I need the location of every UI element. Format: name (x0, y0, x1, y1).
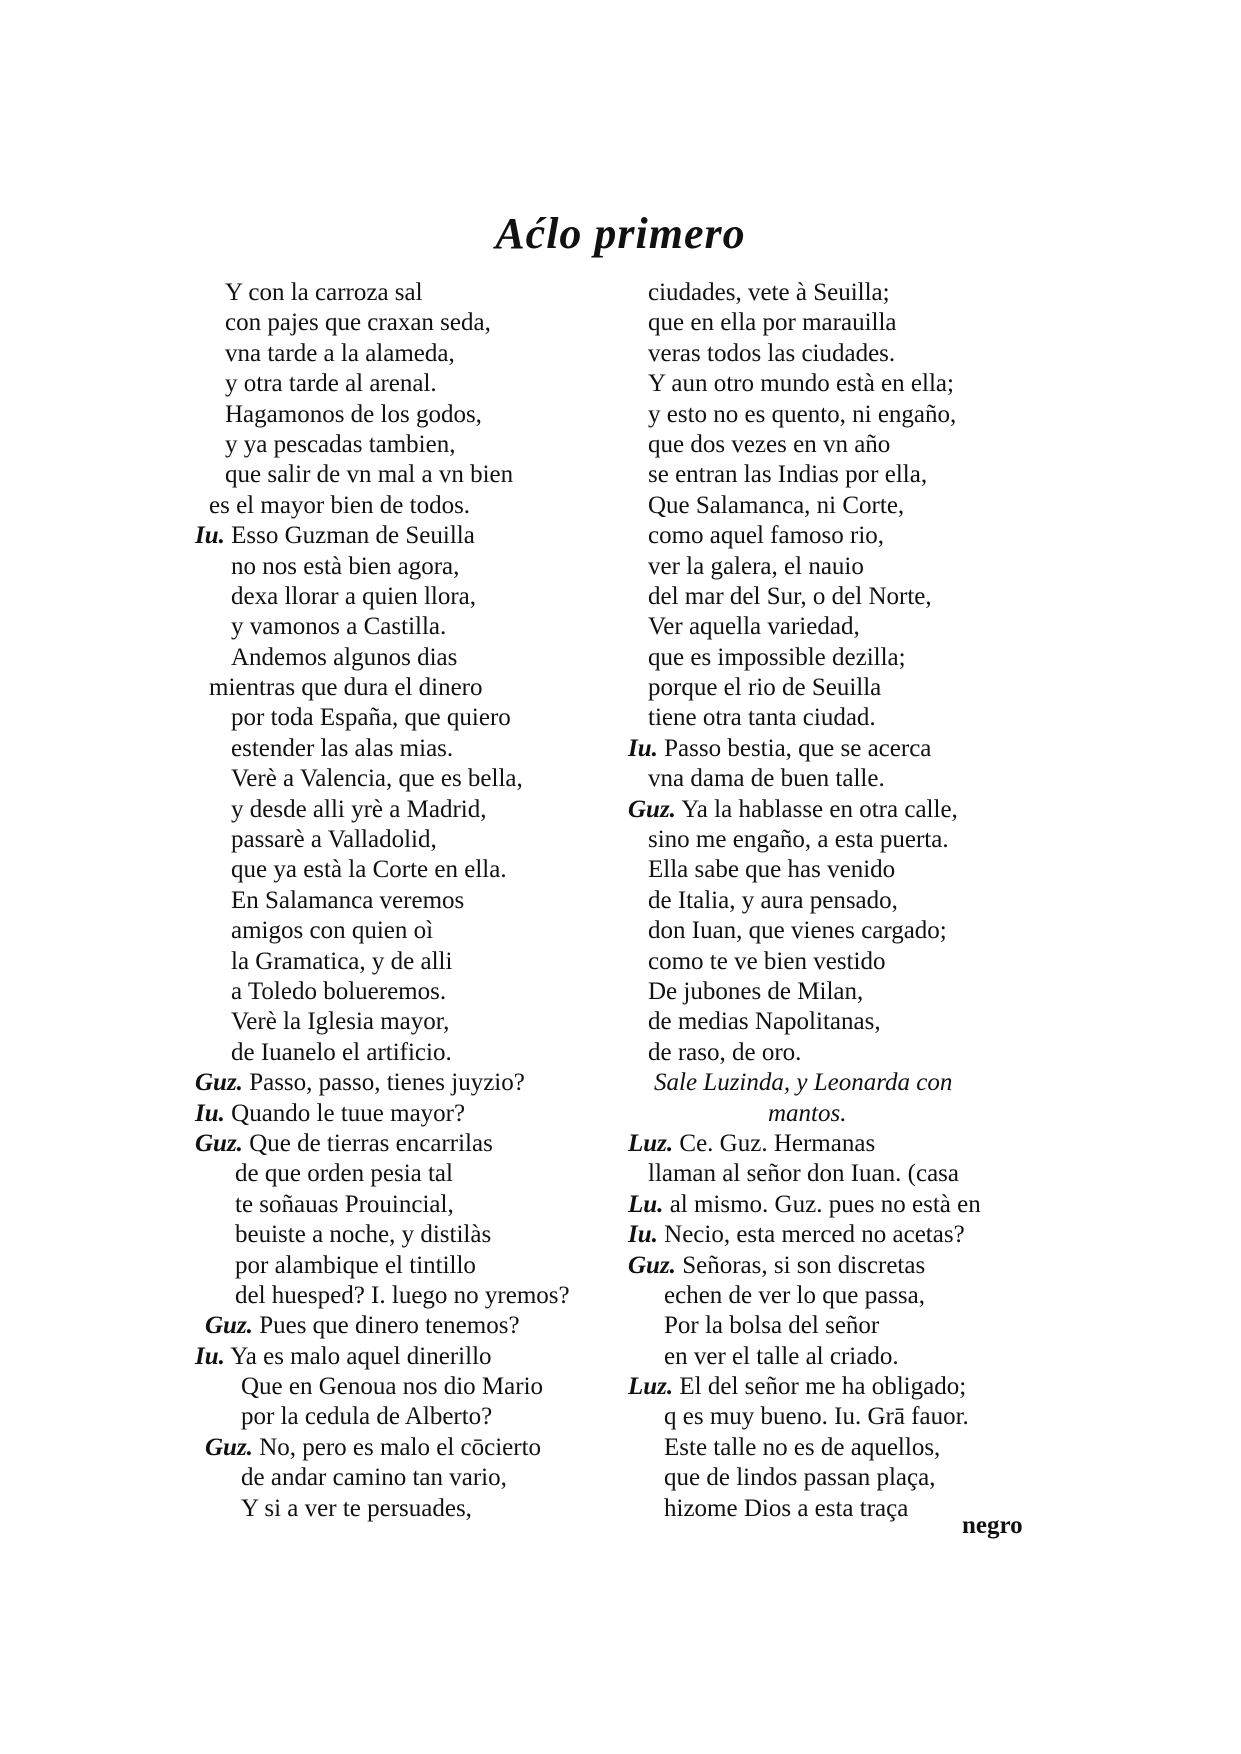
page-header: Aćlo primero (495, 209, 746, 258)
verse-line (195, 339, 625, 369)
speaker-label: Iu. (628, 1221, 658, 1249)
verse-line (628, 1342, 1048, 1372)
speaker-label: Guz. (195, 1069, 243, 1097)
speaker-label: Guz. (628, 1251, 676, 1279)
verse-line (628, 460, 1048, 490)
left-column (195, 278, 625, 1524)
verse-line (195, 673, 625, 703)
verse-text: Esso Guzman de Seuilla (224, 522, 475, 550)
verse-line (195, 1281, 625, 1311)
speaker-label: Iu. (195, 1342, 225, 1370)
verse-line (628, 1038, 1048, 1068)
verse-line (628, 1129, 1048, 1159)
verse-text: veras todos las ciudades. (648, 339, 896, 367)
verse-text: se entran las Indias por ella, (648, 461, 928, 489)
verse-line (195, 1007, 625, 1037)
verse-line (628, 1251, 1048, 1281)
speaker-label: Guz. (628, 795, 676, 823)
verse-line (195, 1251, 625, 1281)
verse-line (628, 825, 1048, 855)
verse-text: De jubones de Milan, (648, 977, 864, 1005)
verse-text: a Toledo bolueremos. (231, 977, 447, 1005)
verse-text: mantos. (768, 1099, 847, 1127)
verse-text: que dos vezes en vn año (648, 430, 891, 458)
verse-line (195, 1463, 625, 1493)
verse-text: Y aun otro mundo està en ella; (648, 370, 954, 398)
speaker-label: Guz. (205, 1433, 253, 1461)
verse-line (195, 1159, 625, 1189)
verse-text: Verè la Iglesia mayor, (231, 1008, 450, 1036)
verse-text: al mismo. Guz. pues no està en (663, 1190, 981, 1218)
verse-line (628, 855, 1048, 885)
verse-line (195, 734, 625, 764)
verse-line (628, 977, 1048, 1007)
verse-text: Ella sabe que has venido (648, 856, 896, 884)
verse-text: Que en Genoua nos dio Mario (241, 1373, 544, 1401)
speaker-label: Iu. (195, 1099, 225, 1127)
verse-line (195, 1494, 625, 1524)
verse-text: no nos està bien agora, (231, 552, 460, 580)
verse-line (628, 1220, 1048, 1250)
verse-text: En Salamanca veremos (231, 886, 465, 914)
verse-text: Passo, passo, tienes juyzio? (242, 1069, 525, 1097)
verse-text: Quando le tuue mayor? (224, 1099, 466, 1127)
verse-line (195, 460, 625, 490)
verse-line (628, 1007, 1048, 1037)
speaker-label: Luz. (628, 1373, 674, 1401)
verse-text: El del señor me ha obligado; (673, 1373, 967, 1401)
verse-line (195, 582, 625, 612)
verse-line (628, 369, 1048, 399)
verse-line (195, 612, 625, 642)
verse-line (195, 643, 625, 673)
verse-text: dexa llorar a quien llora, (231, 582, 477, 610)
verse-text: Señoras, si son discretas (675, 1251, 926, 1279)
verse-line (628, 886, 1048, 916)
verse-text: Necio, esta merced no acetas? (657, 1221, 965, 1249)
verse-line (195, 825, 625, 855)
verse-text: amigos con quien oì (231, 917, 434, 945)
verse-line (628, 400, 1048, 430)
verse-text: en ver el talle al criado. (664, 1342, 899, 1370)
verse-text: que es impossible dezilla; (648, 643, 906, 671)
verse-line (195, 552, 625, 582)
verse-text: hizome Dios a esta traça (664, 1494, 909, 1522)
verse-text: q es muy bueno. Iu. Grā fauor. (664, 1403, 969, 1431)
verse-text: que en ella por marauilla (648, 309, 897, 337)
speaker-label: Lu. (628, 1190, 664, 1218)
verse-text: estender las alas mias. (231, 734, 454, 762)
verse-line (195, 977, 625, 1007)
verse-line (628, 703, 1048, 733)
verse-text: es el mayor bien de todos. (209, 491, 471, 519)
verse-text: y esto no es quento, ni engaño, (648, 400, 957, 428)
verse-text: Y si a ver te persuades, (241, 1494, 472, 1522)
catchword: negro (962, 1512, 1023, 1539)
verse-text: Que de tierras encarrilas (242, 1129, 493, 1157)
verse-line (628, 308, 1048, 338)
verse-text: Ver aquella variedad, (648, 613, 860, 641)
verse-line (195, 886, 625, 916)
verse-text: y ya pescadas tambien, (225, 430, 456, 458)
verse-text: Este talle no es de aquellos, (664, 1433, 941, 1461)
verse-line (195, 1220, 625, 1250)
verse-line (628, 552, 1048, 582)
speaker-label: Guz. (195, 1129, 243, 1157)
verse-line (628, 612, 1048, 642)
verse-line (195, 1038, 625, 1068)
verse-text: Verè a Valencia, que es bella, (231, 765, 523, 793)
verse-line (628, 916, 1048, 946)
verse-text: por alambique el tintillo (235, 1251, 476, 1279)
verse-text: y vamonos a Castilla. (231, 613, 447, 641)
verse-line (628, 947, 1048, 977)
verse-text: y desde alli yrè a Madrid, (231, 795, 487, 823)
verse-line (195, 795, 625, 825)
verse-line (195, 1402, 625, 1432)
verse-text: ver la galera, el nauio (648, 552, 864, 580)
speaker-label: Iu. (628, 734, 658, 762)
verse-line (628, 1433, 1048, 1463)
verse-text: como aquel famoso rio, (648, 522, 885, 550)
verse-line (628, 491, 1048, 521)
verse-text: por toda España, que quiero (231, 704, 511, 732)
verse-line (628, 643, 1048, 673)
verse-line (628, 1159, 1048, 1189)
verse-line (195, 1342, 625, 1372)
verse-text: te soñauas Prouincial, (235, 1190, 454, 1218)
verse-text: la Gramatica, y de alli (231, 947, 453, 975)
verse-text: por la cedula de Alberto? (241, 1403, 493, 1431)
verse-line (628, 582, 1048, 612)
verse-line (195, 278, 625, 308)
verse-text: No, pero es malo el cōcierto (252, 1433, 542, 1461)
verse-line (195, 916, 625, 946)
verse-line (195, 703, 625, 733)
verse-line (628, 1463, 1048, 1493)
verse-line (628, 1372, 1048, 1402)
verse-line (628, 339, 1048, 369)
verse-text: vna dama de buen talle. (648, 765, 885, 793)
speaker-label: Luz. (628, 1129, 674, 1157)
verse-text: llaman al señor don Iuan. (casa (648, 1160, 959, 1188)
verse-text: Por la bolsa del señor (664, 1312, 880, 1340)
verse-line (628, 1099, 1048, 1129)
verse-line (628, 673, 1048, 703)
speaker-label: Guz. (205, 1312, 253, 1340)
verse-line (195, 1190, 625, 1220)
verse-text: de Iuanelo el artificio. (231, 1038, 452, 1066)
verse-line (628, 1068, 1048, 1098)
verse-line (195, 1099, 625, 1129)
verse-text: Ce. Guz. Hermanas (673, 1129, 876, 1157)
verse-text: de que orden pesia tal (235, 1160, 453, 1188)
verse-text: Pues que dinero tenemos? (252, 1312, 520, 1340)
verse-line (195, 521, 625, 551)
verse-line (628, 795, 1048, 825)
verse-text: de Italia, y aura pensado, (648, 886, 898, 914)
verse-line (628, 734, 1048, 764)
verse-text: mientras que dura el dinero (209, 674, 483, 702)
right-column (628, 278, 1048, 1524)
verse-line (628, 430, 1048, 460)
verse-text: don Iuan, que vienes cargado; (648, 917, 947, 945)
verse-text: que ya està la Corte en ella. (231, 856, 507, 884)
verse-text: Ya la hablasse en otra calle, (675, 795, 958, 823)
speaker-label: Iu. (195, 522, 225, 550)
verse-text: que de lindos passan plaça, (664, 1464, 936, 1492)
verse-text: passarè a Valladolid, (231, 826, 437, 854)
verse-line (195, 1068, 625, 1098)
verse-text: Passo bestia, que se acerca (657, 734, 932, 762)
verse-text: vna tarde a la alameda, (225, 339, 455, 367)
verse-line (195, 308, 625, 338)
verse-text: tiene otra tanta ciudad. (648, 704, 876, 732)
verse-line (195, 491, 625, 521)
verse-text: con pajes que craxan seda, (225, 309, 491, 337)
verse-text: beuiste a noche, y distilàs (235, 1221, 492, 1249)
verse-text: de medias Napolitanas, (648, 1008, 881, 1036)
verse-text: Andemos algunos dias (231, 643, 458, 671)
verse-line (195, 947, 625, 977)
verse-line (195, 1129, 625, 1159)
verse-line (195, 1433, 625, 1463)
verse-text: Ya es malo aquel dinerillo (224, 1342, 492, 1370)
verse-text: echen de ver lo que passa, (664, 1281, 925, 1309)
verse-text: Sale Luzinda, y Leonarda con (654, 1069, 953, 1097)
verse-line (628, 764, 1048, 794)
verse-line (195, 400, 625, 430)
verse-line (195, 369, 625, 399)
verse-line (195, 430, 625, 460)
verse-line (628, 1190, 1048, 1220)
verse-text: como te ve bien vestido (648, 947, 886, 975)
verse-line (628, 1402, 1048, 1432)
verse-line (195, 764, 625, 794)
verse-line (195, 1372, 625, 1402)
verse-text: Que Salamanca, ni Corte, (648, 491, 905, 519)
verse-line (628, 1311, 1048, 1341)
verse-text: del huesped? I. luego no yremos? (235, 1281, 570, 1309)
verse-line (628, 1281, 1048, 1311)
verse-text: porque el rio de Seuilla (648, 674, 882, 702)
verse-text: que salir de vn mal a vn bien (225, 461, 514, 489)
verse-line (628, 521, 1048, 551)
verse-text: ciudades, vete à Seuilla; (648, 279, 890, 306)
verse-text: y otra tarde al arenal. (225, 370, 437, 398)
verse-text: de raso, de oro. (648, 1038, 802, 1066)
verse-line (628, 278, 1048, 308)
verse-line (195, 1311, 625, 1341)
verse-line (195, 855, 625, 885)
verse-text: sino me engaño, a esta puerta. (648, 826, 949, 854)
verse-text: de andar camino tan vario, (241, 1464, 507, 1492)
verse-text: Y con la carroza sal (225, 279, 423, 306)
verse-text: Hagamonos de los godos, (225, 400, 482, 428)
verse-text: del mar del Sur, o del Norte, (648, 582, 932, 610)
